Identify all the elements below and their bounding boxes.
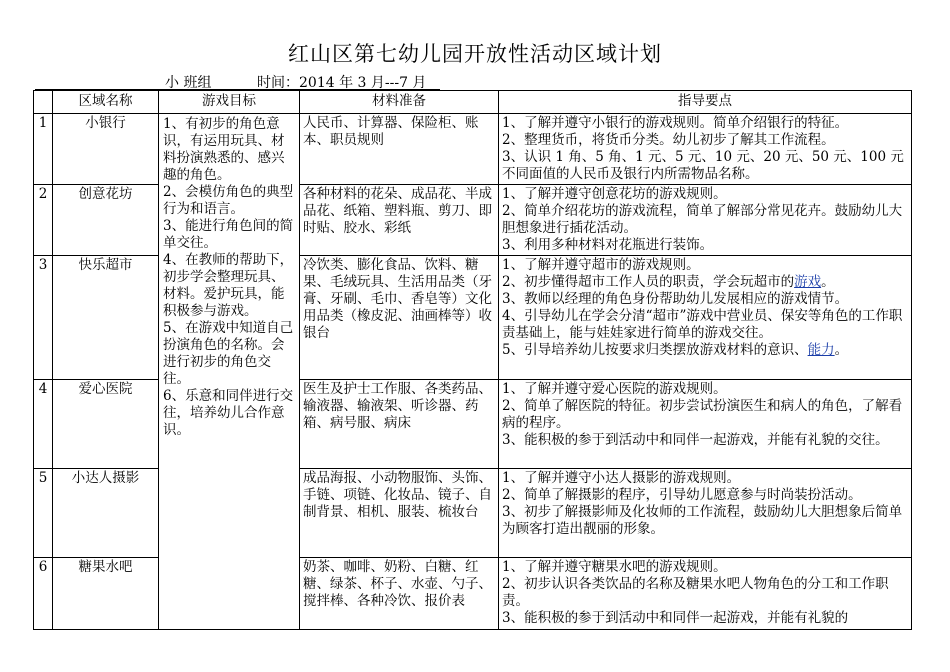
period: 。 — [821, 274, 835, 290]
guidance-item: 1、了解并遵守糖果水吧的游戏规则。 — [502, 559, 727, 575]
area-name: 糖果水吧 — [53, 558, 159, 630]
goal-item: 1、有初步的角色意识，有运用玩具、材料扮演熟悉的、感兴趣的角色。 — [163, 116, 285, 183]
guidance-cell — [499, 185, 912, 256]
guidance-item: 3、能积极的参于到活动中和同伴一起游戏，并能有礼貌的交往。 — [502, 432, 889, 448]
goal-item: 3、能进行角色间的简单交往。 — [163, 218, 294, 251]
materials-cell: 人民币、计算器、保险柜、账本、职员规则 — [300, 114, 499, 185]
subtitle-line — [35, 72, 440, 90]
guidance-cell — [499, 558, 912, 630]
guidance-item: 3、初步了解摄影师及化妆师的工作流程，鼓励幼儿大胆想象后简单为顾客打造出靓丽的形象。 — [502, 504, 903, 537]
goal-item: 4、在教师的帮助下，初步学会整理玩具、材料。爱护玩具，能积极参与游戏。 — [163, 252, 294, 319]
ability-link[interactable]: 能力 — [807, 342, 835, 358]
guidance-item: 3、教师以经理的角色身份帮助幼儿发展相应的游戏情节。 — [502, 291, 849, 307]
guidance-cell — [499, 380, 912, 469]
guidance-text: 5、引导培养幼儿按要求归类摆放游戏材料的意识、 — [502, 342, 808, 358]
guidance-item: 3、认识 1 角、5 角、1 元、5 元、10 元、20 元、50 元、100 元不同面值的人民币及银行内所需物品名称。 — [502, 149, 904, 182]
guidance-item: 2、初步认识各类饮品的名称及糖果水吧人物角色的分工和工作职责。 — [502, 576, 889, 609]
materials-cell: 冷饮类、膨化食品、饮料、糖果、毛绒玩具、生活用品类（牙膏、牙刷、毛巾、香皂等）文化用品类（橡皮泥、油画棒等）收银台 — [300, 256, 499, 380]
guidance-item: 2、简单介绍花坊的游戏流程，简单了解部分常见花卉。鼓励幼儿大胆想象进行插花活动。 — [502, 203, 903, 236]
guidance-text: 2、初步懂得超市工作人员的职责，学会玩超市的 — [502, 274, 795, 290]
goal-item: 2、会模仿角色的典型行为和语言。 — [163, 184, 294, 217]
guidance-item: 1、了解并遵守超市的游戏规则。 — [502, 257, 700, 273]
game-link[interactable]: 游戏 — [794, 274, 822, 290]
goal-item: 6、乐意和同伴进行交往，培养幼儿合作意识。 — [163, 388, 294, 438]
row-index: 3 — [34, 256, 53, 380]
page-title: 红山区第七幼儿园开放性活动区域计划 — [288, 42, 662, 66]
goal-item: 5、在游戏中知道自己扮演角色的名称。会进行初步的角色交往。 — [163, 320, 294, 387]
header-row — [34, 91, 912, 114]
row-index: 6 — [34, 558, 53, 630]
guidance-item: 1、了解并遵守创意花坊的游戏规则。 — [502, 186, 727, 202]
guidance-item: 2、简单了解医院的特征。初步尝试扮演医生和病人的角色，了解看病的程序。 — [502, 398, 903, 431]
plan-table — [33, 90, 912, 630]
header-guidance: 指导要点 — [499, 91, 912, 114]
class-label: 小 班组 — [165, 75, 212, 91]
materials-cell: 成品海报、小动物服饰、头饰、手链、项链、化妆品、镜子、自制背景、相机、服装、梳妆台 — [300, 469, 499, 558]
period: 。 — [834, 342, 849, 358]
row-index: 5 — [34, 469, 53, 558]
area-name: 小达人摄影 — [53, 469, 159, 558]
guidance-item: 3、利用多种材料对花瓶进行装饰。 — [502, 237, 714, 253]
guidance-item — [502, 274, 908, 291]
guidance-cell — [499, 469, 912, 558]
table-row — [34, 114, 912, 185]
header-area-name: 区域名称 — [53, 91, 159, 114]
row-index: 4 — [34, 380, 53, 469]
row-index: 2 — [34, 185, 53, 256]
header-index — [34, 91, 53, 114]
area-name: 创意花坊 — [53, 185, 159, 256]
guidance-item: 1、了解并遵守小达人摄影的游戏规则。 — [502, 470, 741, 486]
guidance-item: 1、了解并遵守小银行的游戏规则。简单介绍银行的特征。 — [502, 115, 849, 131]
game-goals-cell — [159, 114, 300, 630]
guidance-cell — [499, 256, 912, 380]
guidance-item: 2、简单了解摄影的程序，引导幼儿愿意参与时尚装扮活动。 — [502, 487, 862, 503]
materials-cell: 各种材料的花朵、成品花、半成品花、纸箱、塑料瓶、剪刀、即时贴、胶水、彩纸 — [300, 185, 499, 256]
header-game-goal: 游戏目标 — [159, 91, 300, 114]
guidance-item: 1、了解并遵守爱心医院的游戏规则。 — [502, 381, 727, 397]
time-label: 时间：2014 年 3 月---7 月 — [257, 75, 427, 91]
guidance-cell — [499, 114, 912, 185]
guidance-item: 4、引导幼儿在学会分清“超市”游戏中营业员、保安等角色的工作职责基础上，能与娃娃家进行简单的游戏交往。 — [502, 308, 903, 341]
area-name: 爱心医院 — [53, 380, 159, 469]
row-index: 1 — [34, 114, 53, 185]
area-name: 小银行 — [53, 114, 159, 185]
area-name: 快乐超市 — [53, 256, 159, 380]
materials-cell: 医生及护士工作服、各类药品、输液器、输液架、听诊器、药箱、病号服、病床 — [300, 380, 499, 469]
guidance-item: 2、整理货币，将货币分类。幼儿初步了解其工作流程。 — [502, 132, 835, 148]
materials-cell: 奶茶、咖啡、奶粉、白糖、红糖、绿茶、杯子、水壶、勺子、搅拌棒、各种冷饮、报价表 — [300, 558, 499, 630]
header-materials: 材料准备 — [300, 91, 499, 114]
guidance-item: 3、能积极的参于到活动中和同伴一起游戏，并能有礼貌的 — [502, 610, 849, 626]
guidance-item — [502, 342, 908, 359]
